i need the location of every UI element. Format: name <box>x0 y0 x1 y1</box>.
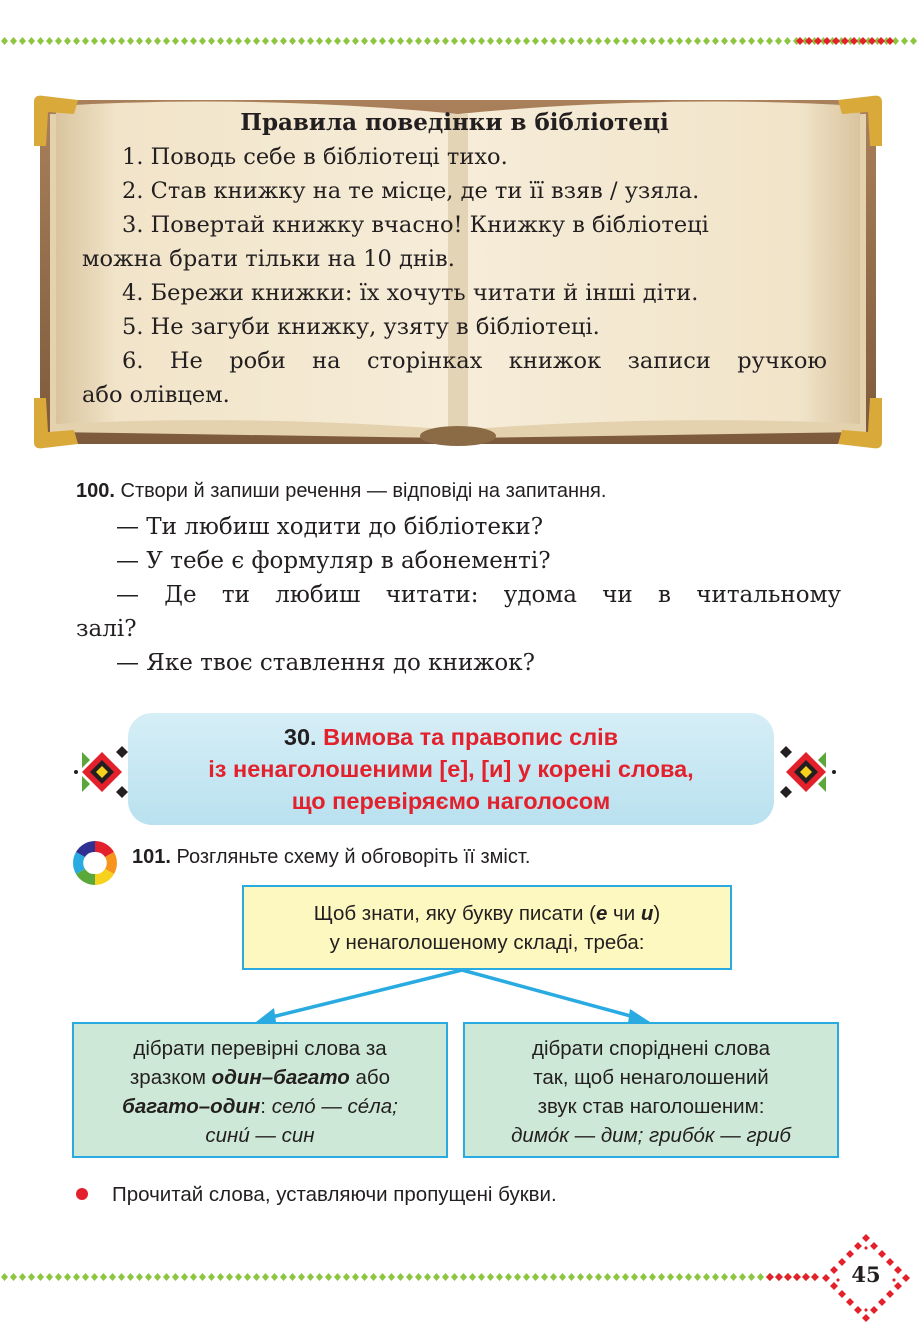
lesson-title-line-3: що перевіряємо наголосом <box>291 788 611 814</box>
lesson-number: 30. <box>283 724 317 750</box>
scheme-text: або <box>349 1066 391 1089</box>
rule-5: 5. Не загуби книжку, узяту в бібліотеці. <box>122 314 600 340</box>
scheme-text: зразком <box>129 1066 212 1089</box>
question-3-cont: залі? <box>76 616 137 642</box>
question-3: — Де ти любиш читати: удома чи в читальному <box>116 582 841 608</box>
scheme-text: дібрати перевірні слова за <box>133 1037 387 1060</box>
scheme-arrows <box>240 968 660 1026</box>
rule-6: 6. Не роби на сторінках книжок записи ручкою <box>122 348 827 374</box>
scheme-text: : <box>260 1095 272 1118</box>
question-4: — Яке твоє ставлення до книжок? <box>116 650 535 676</box>
scheme-example: село́ — се́ла; <box>271 1095 398 1118</box>
exercise-number: 100. <box>76 480 115 502</box>
scheme-example: димо́к — дим; грибо́к — гриб <box>511 1124 791 1147</box>
letter-e: е <box>595 902 608 925</box>
rule-3-cont: можна брати тільки на 10 днів. <box>82 246 455 272</box>
bullet-text: Прочитай слова, уставляючи пропущені букви. <box>112 1183 557 1206</box>
lesson-header <box>128 713 774 825</box>
scheme-text: Щоб знати, яку букву писати ( <box>313 902 596 925</box>
top-dotted-border <box>0 36 918 46</box>
scheme-text: дібрати споріднені слова <box>531 1037 770 1060</box>
library-rules <box>82 106 827 412</box>
embroidery-ornament-right <box>776 738 838 806</box>
bullet-dot-icon <box>76 1188 88 1200</box>
scheme-text: чи <box>607 902 641 925</box>
rules-title: Правила поведінки в бібліотеці <box>240 109 669 136</box>
letter-y: и <box>640 902 654 925</box>
scheme-text: у ненаголошеному складі, треба: <box>329 931 645 954</box>
exercise-100 <box>76 476 841 680</box>
question-1: — Ти любиш ходити до бібліотеки? <box>116 514 544 540</box>
exercise-101 <box>72 838 872 878</box>
lesson-title-line-1: Вимова та правопис слів <box>323 724 619 750</box>
lesson-title-line-2: із ненаголошеними [е], [и] у корені слова, <box>208 756 694 782</box>
exercise-task: Розгляньте схему й обговоріть її зміст. <box>176 846 531 868</box>
rule-2: 2. Став книжку на те місце, де ти її взяв / узяла. <box>122 178 700 204</box>
scheme-example: сини́ — син <box>205 1124 315 1147</box>
page-number: 45 <box>851 1262 881 1287</box>
rule-6-cont: або олівцем. <box>82 382 230 408</box>
scheme-top-box <box>242 885 732 970</box>
scheme-bold-text: один–багато <box>211 1066 350 1089</box>
rule-1: 1. Поводь себе в бібліотеці тихо. <box>122 144 508 170</box>
page-number-ornament <box>818 1232 914 1328</box>
scheme-left-box <box>72 1022 448 1158</box>
embroidery-ornament-left <box>72 738 132 806</box>
scheme-text: звук став наголошеним: <box>537 1095 765 1118</box>
scheme-text: ) <box>653 902 661 925</box>
scheme-right-box <box>463 1022 839 1158</box>
rule-3: 3. Повертай книжку вчасно! Книжку в бібліотеці <box>122 212 709 238</box>
bottom-dotted-border <box>0 1272 820 1282</box>
rule-4: 4. Бережи книжки: їх хочуть читати й інші діти. <box>122 280 699 306</box>
bullet-instruction <box>76 1180 557 1210</box>
exercise-task: Створи й запиши речення — відповіді на запитання. <box>120 480 607 502</box>
scheme-bold-text: багато–один <box>122 1095 261 1118</box>
scheme-text: так, щоб ненаголошений <box>533 1066 769 1089</box>
group-work-icon <box>72 840 118 886</box>
exercise-number: 101. <box>132 846 171 868</box>
question-2: — У тебе є формуляр в абонементі? <box>116 548 551 574</box>
